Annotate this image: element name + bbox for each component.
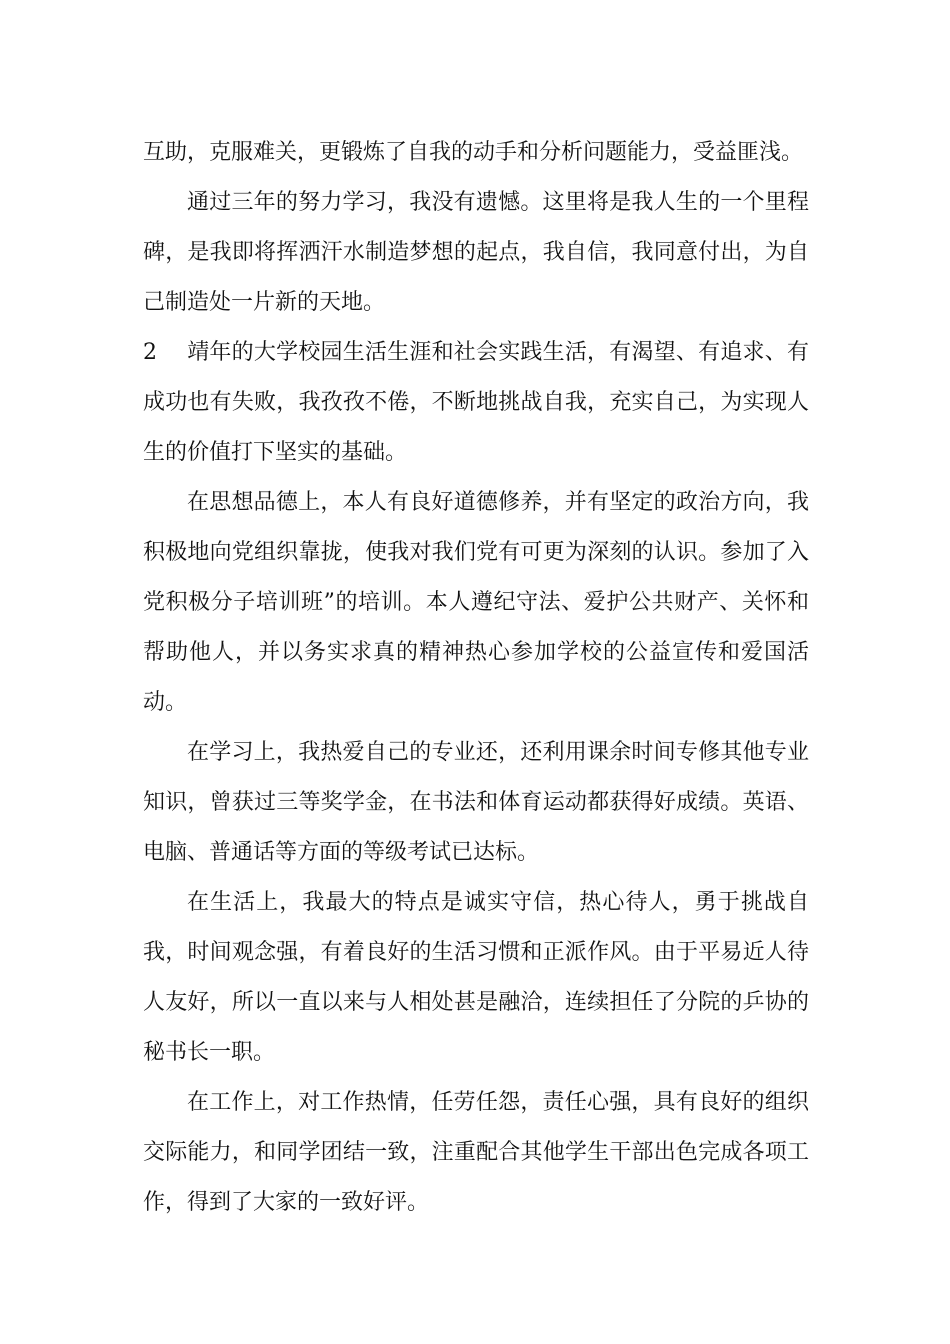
paragraph-2: 通过三年的努力学习，我没有遗憾。这里将是我人生的一个里程碑，是我即将挥洒汗水制造梦想的起点，我自信，我同意付出，为自己制造处一片新的天地。: [143, 190, 809, 315]
paragraph-number: 2: [143, 340, 157, 365]
paragraph-7: 在工作上，对工作热情，任劳任怨，责任心强，具有良好的组织交际能力，和同学团结一致，注重配合其他学生干部出色完成各项工作，得到了大家的一致好评。: [143, 1090, 809, 1215]
paragraph-6: 在生活上，我最大的特点是诚实守信，热心待人，勇于挑战自我，时间观念强，有着良好的生活习惯和正派作风。由于平易近人待人友好，所以一直以来与人相处甚是融洽，连续担任了分院的乒协的秘书长一职。: [143, 890, 809, 1065]
paragraph-4: 在思想品德上，本人有良好道德修养，并有坚定的政治方向，我积极地向党组织靠拢，使我对我们党有可更为深刻的认识。参加了入党积极分子培训班”的培训。本人遵纪守法、爱护公共财产、关怀和帮助他人，并以务实求真的精神热心参加学校的公益宣传和爱国活动。: [143, 490, 809, 715]
paragraph-3: [143, 328, 809, 478]
paragraph-3-text: 靖年的大学校园生活生涯和社会实践生活，有渴望、有追求、有成功也有失败，我孜孜不倦，不断地挑战自我，充实自己，为实现人生的价值打下坚实的基础。: [143, 340, 809, 465]
document-body: [143, 128, 809, 1228]
paragraph-1: 互助，克服难关，更锻炼了自我的动手和分析问题能力，受益匪浅。: [143, 140, 804, 165]
paragraph-5: 在学习上，我热爱自己的专业还，还利用课余时间专修其他专业知识，曾获过三等奖学金，在书法和体育运动都获得好成绩。英语、电脑、普通话等方面的等级考试已达标。: [143, 740, 809, 865]
